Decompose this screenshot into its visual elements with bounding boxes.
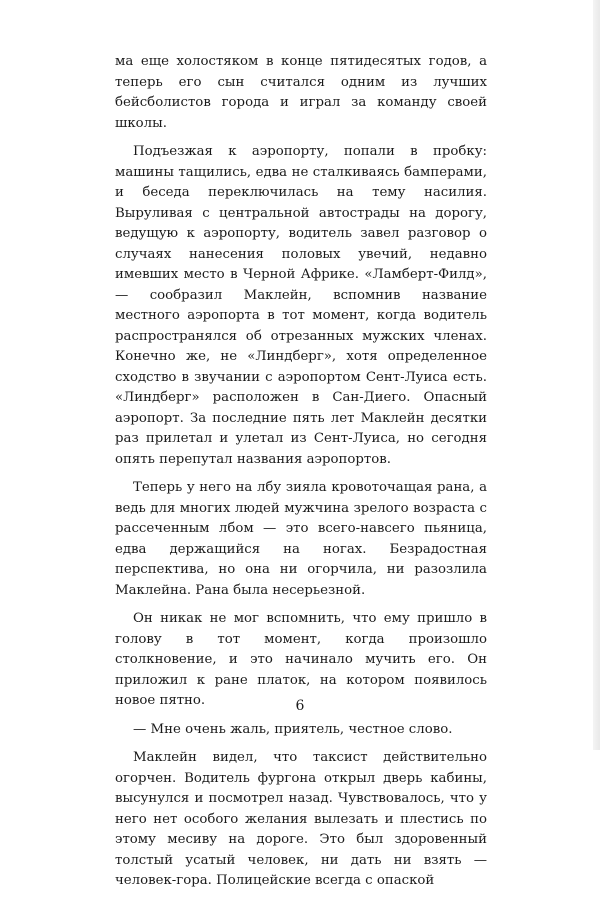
paragraph-airport-traffic: Подъезжая к аэропорту, попали в пробку: машины тащились, едва не сталкиваясь бамперами, и беседа переключилась на тему насилия. Выруливая с центральной автострады на дорогу, ведущую к аэропорту, водитель завел разговор о случаях нанесения половых увечий, недавно имевших место в Черной Африке. «Ламберт-Филд», — сообразил Маклейн, вспомнив название местного аэропорта в тот момент, когда водитель распространялся об отрезанных мужских членах. Конечно же, не «Линдберг», хотя определенное сходство в звучании с аэропортом Сент-Луиса есть. «Линдберг» расположен в Сан-Диего. Опасный аэропорт. За последние пять лет Маклейн десятки раз прилетал и улетал из Сент-Луиса, но сегодня опять перепутал названия аэропортов. xyxy=(115,144,487,467)
paragraph-forehead-wound: Теперь у него на лбу зияла кровоточащая рана, а ведь для многих людей мужчина зрелого возраста с рассеченным лбом — это всего-навсего пьяница, едва держащийся на ногах. Безрадостная перспектива, но она ни огорчила, ни разозлила Маклейна. Рана была несерьезной. xyxy=(115,480,487,598)
page-edge-shadow xyxy=(593,0,600,750)
page-number: 6 xyxy=(295,698,305,714)
body-text xyxy=(115,52,487,900)
paragraph-dialogue: — Мне очень жаль, приятель, честное слово. xyxy=(133,721,453,737)
paragraph-van-driver: Маклейн видел, что таксист действительно огорчен. Водитель фургона открыл дверь кабины, высунулся и посмотрел назад. Чувствовалось, что у него нет особого желания вылезать и плестись по этому месиву на дороге. Это был здоровенный толстый усатый человек, ни дать ни взять — человек-гора. Полицейские всегда с опаской xyxy=(115,750,487,888)
paragraph-collision-memory: Он никак не мог вспомнить, что ему пришло в голову в тот момент, когда произошло столкновение, и это начинало мучить его. Он приложил к ране платок, на котором появилось новое пятно. xyxy=(115,611,487,708)
paragraph-continuation: ма еще холостяком в конце пятидесятых годов, а теперь его сын считался одним из лучших бейсболистов города и играл за команду своей школы. xyxy=(115,54,487,131)
